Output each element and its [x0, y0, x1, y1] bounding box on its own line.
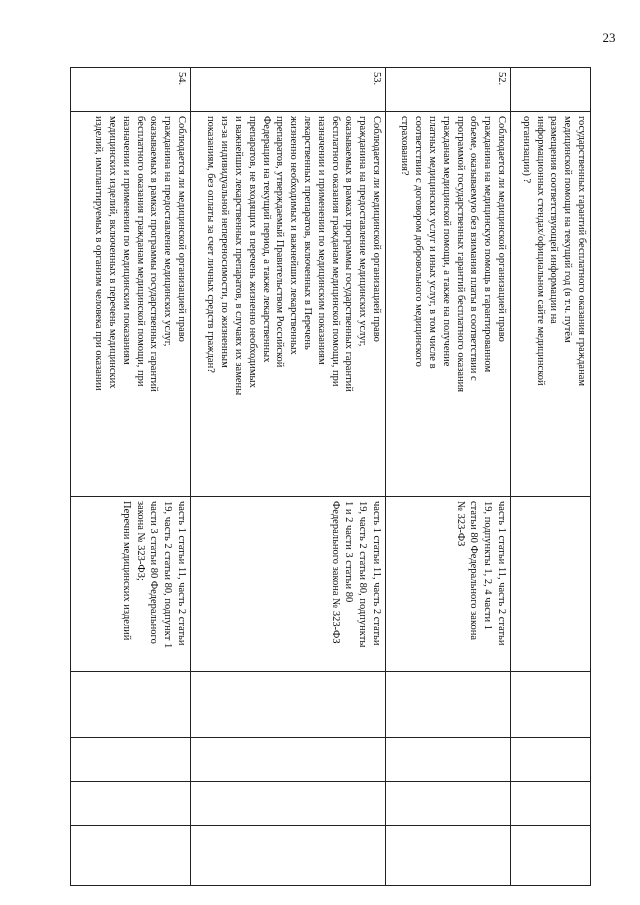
answer-yes-cell: [511, 672, 591, 738]
answer-yes-cell: [191, 672, 386, 738]
question-text: Соблюдается ли медицинской организацией право гражданина на предоставление медицинских услуг, оказываемых в рамках программы государственных гарантий бесплатного оказания гражданам медицинской помощи, при назначении и применении по медицинским показаниям медицинских изделий, включенных в перечень медицинских изделий, имплантируемых в организм человека при оказании: [71, 112, 191, 497]
page-number: 23: [602, 30, 616, 45]
answer-na-cell: [71, 782, 191, 826]
answer-na-cell: [191, 782, 386, 826]
question-text: Соблюдается ли медицинской организацией право гражданина на предоставление медицинских услуг, оказываемых в рамках программы государственных гарантий бесплатного оказания гражданам медицинской помощи, при назначении и применении по медицинским показаниям лекарственных препаратов, включенных в Перечень жизненно необходимых и важнейших лекарственных препаратов, утверждаемый Правительством Российской Федерации на текущий период, а также лекарственных препаратов, не входящих в перечень жизненно необходимых и важнейших лекарственных препаратов, в случаях их замены из-за индивидуальной непереносимости, по жизненным показаниям, без оплаты за счет личных средств граждан?: [191, 112, 386, 497]
answer-na-cell: [511, 782, 591, 826]
table-row: [386, 68, 511, 886]
answer-no-cell: [386, 738, 511, 782]
table-row: [191, 68, 386, 886]
comment-cell: [191, 826, 386, 886]
rotated-page: [71, 67, 591, 885]
answer-no-cell: [511, 738, 591, 782]
comment-cell: [71, 826, 191, 886]
row-number: 53.: [191, 68, 386, 112]
legal-reference: часть 1 статьи 11, часть 2 статьи 19, подпункты 1, 2, 4 части 1 статьи 80 Федерального закона № 323-ФЗ: [386, 497, 511, 672]
legal-reference: часть 1 статьи 11, часть 2 статьи 19, часть 2 статьи 80, подпункт 1 части 3 статьи 80 Федерального закона № 323-ФЗ; Перечни медицинских изделий: [71, 497, 191, 672]
legal-reference: [511, 497, 591, 672]
table-row: [71, 68, 191, 886]
answer-yes-cell: [71, 672, 191, 738]
legal-reference: часть 1 статьи 11, часть 2 статьи 19, часть 2 статьи 80, подпункты 1 и 2 части 3 статьи 80 Федерального закона № 323-ФЗ: [191, 497, 386, 672]
checklist-table: [70, 67, 591, 886]
comment-cell: [386, 826, 511, 886]
answer-yes-cell: [386, 672, 511, 738]
question-text: Соблюдается ли медицинской организацией право гражданина на медицинскую помощь в гарантированном объеме, оказываемую без взимания платы в соответствии с программой государственных гарантий бесплатного оказания гражданам медицинской помощи, а также на получение платных медицинских услуг и иных услуг, в том числе в соответствии с договором добровольного медицинского страхования?: [386, 112, 511, 497]
comment-cell: [511, 826, 591, 886]
row-number: 52.: [386, 68, 511, 112]
answer-na-cell: [386, 782, 511, 826]
table-row: [511, 68, 591, 886]
row-number: [511, 68, 591, 112]
answer-no-cell: [71, 738, 191, 782]
row-number: 54.: [71, 68, 191, 112]
answer-no-cell: [191, 738, 386, 782]
question-text: государственных гарантий бесплатного оказания гражданам медицинской помощи на текущий год (в т.ч. путём размещения соответствующей информации на информационных стендах/официальном сайте медицинской организации) ?: [511, 112, 591, 497]
